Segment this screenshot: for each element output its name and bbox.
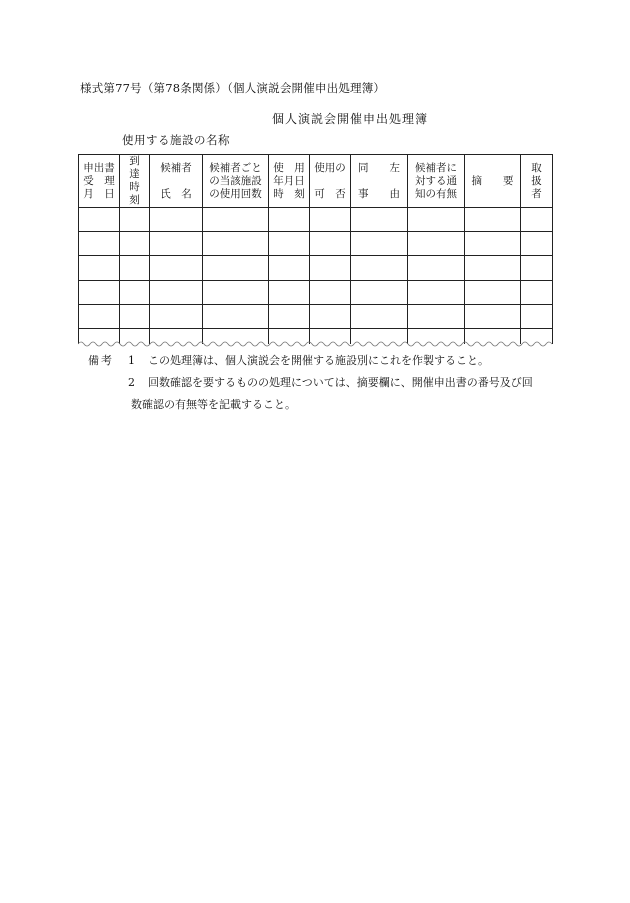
- col-header-reason: 同 左 事 由: [351, 155, 408, 208]
- remark-number: 1: [128, 354, 135, 367]
- col-header-usage-count: 候補者ごと の当該施設 の使用回数: [203, 155, 269, 208]
- remark-item-1: [88, 350, 533, 372]
- table-cell: [150, 256, 203, 280]
- table-cell: [310, 232, 351, 256]
- table-cell: [310, 280, 351, 304]
- table-cell: [120, 280, 150, 304]
- table-cell: [150, 280, 203, 304]
- table-cell: [408, 256, 465, 280]
- col-header-usage-datetime: 使 用 年月日 時 刻: [269, 155, 310, 208]
- col-header-handler: 取 扱 者: [521, 155, 553, 208]
- table-cell: [203, 304, 269, 328]
- form-number: 様式第77号（第78条関係）（個人演説会開催申出処理簿）: [80, 81, 386, 95]
- remark-text: 回数確認を要するものの処理については、摘要欄に、開催申出書の番号及び回: [148, 376, 533, 389]
- col-header-summary: 摘 要: [465, 155, 521, 208]
- ledger-header-row: [79, 155, 553, 208]
- table-cell: [310, 208, 351, 232]
- table-cell: [269, 304, 310, 328]
- table-cell: [408, 304, 465, 328]
- table-cell: [269, 256, 310, 280]
- table-cell: [120, 232, 150, 256]
- table-cell: [521, 304, 553, 328]
- table-cell: [269, 232, 310, 256]
- document-title: 個人演説会開催申出処理簿: [271, 112, 428, 126]
- table-cell: [79, 280, 120, 304]
- remarks-label: 備考: [88, 354, 114, 367]
- table-cell: [408, 208, 465, 232]
- table-break-line: [78, 338, 552, 350]
- col-header-receipt-date: 申出書 受 理 月 日: [79, 155, 120, 208]
- table-cell: [79, 304, 120, 328]
- table-cell: [269, 280, 310, 304]
- table-row: [79, 232, 553, 256]
- table-cell: [351, 280, 408, 304]
- table-cell: [203, 232, 269, 256]
- table-cell: [310, 256, 351, 280]
- remark-item-2-continuation: 数確認の有無等を記載すること。: [131, 398, 296, 411]
- table-row: [79, 280, 553, 304]
- table-cell: [79, 256, 120, 280]
- table-row: [79, 208, 553, 232]
- col-header-candidate-name: 候補者 氏 名: [150, 155, 203, 208]
- table-cell: [465, 256, 521, 280]
- table-cell: [310, 304, 351, 328]
- table-cell: [150, 304, 203, 328]
- table-cell: [351, 304, 408, 328]
- table-cell: [150, 232, 203, 256]
- facility-name-label: 使用する施設の名称: [122, 133, 230, 147]
- table-cell: [521, 208, 553, 232]
- col-header-arrival-time: 到 達 時 刻: [120, 155, 150, 208]
- table-cell: [408, 280, 465, 304]
- remark-item-2: [88, 372, 533, 394]
- table-cell: [408, 232, 465, 256]
- table-cell: [351, 232, 408, 256]
- remark-text: この処理簿は、個人演説会を開催する施設別にこれを作製すること。: [148, 354, 489, 367]
- table-cell: [203, 256, 269, 280]
- table-cell: [120, 208, 150, 232]
- table-cell: [150, 208, 203, 232]
- table-cell: [269, 208, 310, 232]
- table-cell: [465, 280, 521, 304]
- table-cell: [465, 232, 521, 256]
- table-cell: [521, 232, 553, 256]
- remark-number: 2: [128, 376, 135, 389]
- col-header-notification: 候補者に 対する通 知の有無: [408, 155, 465, 208]
- table-cell: [521, 256, 553, 280]
- table-cell: [120, 304, 150, 328]
- table-cell: [79, 232, 120, 256]
- table-cell: [120, 256, 150, 280]
- ledger-body: [79, 208, 553, 345]
- table-cell: [351, 256, 408, 280]
- table-cell: [351, 208, 408, 232]
- table-cell: [521, 280, 553, 304]
- table-cell: [465, 304, 521, 328]
- table-cell: [465, 208, 521, 232]
- col-header-approval: 使用の 可 否: [310, 155, 351, 208]
- table-cell: [203, 280, 269, 304]
- table-row: [79, 304, 553, 328]
- table-row: [79, 256, 553, 280]
- table-cell: [79, 208, 120, 232]
- remarks-section: [88, 350, 533, 416]
- ledger-table: [78, 154, 553, 344]
- table-cell: [203, 208, 269, 232]
